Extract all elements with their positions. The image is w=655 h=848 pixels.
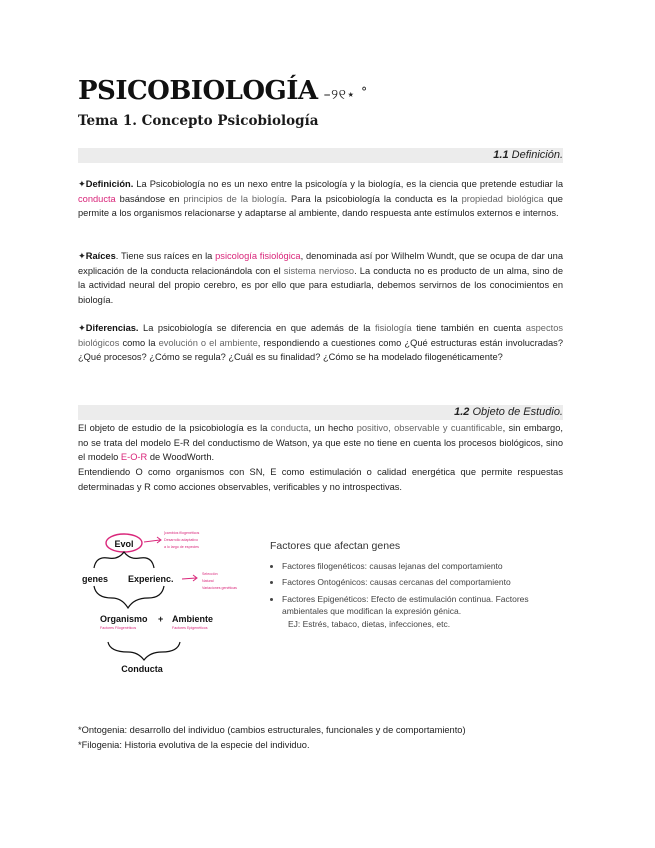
conducta-diagram (78, 524, 258, 674)
list-item: • Factores Epigenéticos: Efecto de estimulación continua. Factores ambientales que modifican la expresión génica. (282, 593, 570, 618)
bullet-icon: ✦ (78, 179, 86, 189)
factors-list (270, 560, 570, 618)
genes-label: genes (82, 574, 109, 584)
paragraph-definicion (78, 177, 563, 221)
text: , un hecho (308, 423, 357, 433)
conducta-label: Conducta (121, 664, 163, 674)
label-diferencias: Diferencias. (85, 323, 139, 333)
topic-subtitle: Tema 1. Concepto Psicobiología (78, 113, 319, 129)
text: La Psicobiología no es un nexo entre la psicología y la biología, es la ciencia que pretende estudiar la (133, 179, 563, 189)
footnotes (78, 723, 466, 753)
footnote-ontogenia: *Ontogenia: desarrollo del individuo (cambios estructurales, funcionales y de comportamiento) (78, 725, 466, 735)
ambiente-note: Factores Epigenéticos (172, 626, 208, 630)
factors-example: EJ: Estrés, tabaco, dietas, infecciones, etc. (288, 618, 451, 629)
section-header-definition (78, 148, 563, 163)
exp-note-3: Variaciones genéticas (202, 586, 237, 590)
section-number: 1.2 (454, 406, 470, 418)
text: , respondiendo a cuestiones como ¿Qué estructuras están involucradas? ¿Qué procesos? ¿Cómo se regula? ¿Cuál es su finalidad? ¿Cómo se ha modelado filogenéticamente? (78, 337, 564, 363)
highlight-positivo: positivo, observable y cuantificable (356, 423, 503, 433)
organismo-label: Organismo (100, 614, 148, 624)
highlight-conducta: conducta (270, 423, 309, 433)
text: como la (119, 337, 159, 348)
highlight-psicologia-fisiologica: psicología fisiológica (215, 251, 301, 261)
evol-label: Evol (114, 539, 134, 549)
text: La psicobiología se diferencia en que además de la (138, 323, 375, 333)
highlight-evolucion: evolución o el ambiente (158, 337, 258, 348)
bullet-icon: ✦ (78, 323, 86, 333)
highlight-eor: E-O-R (120, 452, 148, 463)
highlight-principios: principios de la biología (183, 193, 285, 204)
text: . Tiene sus raíces en la (115, 251, 216, 261)
section-name: Definición. (511, 149, 563, 161)
bullet-icon: ✦ (78, 251, 86, 261)
paragraph-objeto (78, 421, 563, 465)
text: . Para la psicobiología la conducta es la (284, 193, 462, 204)
experienc-label: Experienc. (128, 574, 174, 584)
text: que permite a los organismos relacionarse y adaptarse al ambiente, dando respuesta ante estímulos externos e internos. (78, 193, 563, 219)
evol-note-1: [cambios filogenéticos (164, 531, 200, 535)
text: basándose en (115, 193, 184, 204)
paragraph-objeto-2: Entendiendo O como organismos con SN, E como estimulación o calidad energética que permite respuestas determinadas y R como acciones observables, verificables y no introspectivas. (78, 467, 563, 492)
label-definicion: Definición. (85, 179, 134, 189)
text: , denominada así por Wilhelm Wundt, que se ocupa de dar una explicación de la conducta relacionándola con el (78, 251, 563, 276)
text: tiene también en cuenta (411, 323, 526, 333)
list-item: • Factores filogenéticos: causas lejanas del comportamiento (282, 560, 570, 572)
title-row (78, 76, 368, 106)
plus-sign: + (158, 614, 164, 624)
brace-bottom (108, 642, 180, 660)
evol-note-3: a lo largo de especies (164, 545, 199, 549)
title-decoration: –୨୧⋆ ˚ (323, 87, 369, 103)
label-raices: Raíces (85, 251, 116, 261)
brace-middle (94, 586, 164, 608)
text: . La conducta no es producto de un alma, sino de la actividad neural del propio cerebro, es por ello que para estudiarla, debemos servirnos de los conocimientos en biología. (78, 265, 563, 305)
page-title: PSICOBIOLOGÍA (78, 76, 318, 106)
text: , sin embargo, no se trata del modelo E-R del conductismo de Watson, ya que este no tiene en cuenta los procesos biológicos, sino el modelo (78, 423, 563, 463)
factors-box (270, 540, 570, 630)
ambiente-label: Ambiente (172, 614, 214, 624)
brace-top (94, 552, 154, 568)
highlight-propiedad: propiedad biológica (461, 193, 544, 204)
highlight-aspectos: aspectos biológicos (78, 323, 564, 348)
text: El objeto de estudio de la psicobiología es la (78, 423, 271, 433)
exp-note-1: Selección (202, 572, 218, 576)
evol-note-2: Desarrollo adaptativo (164, 538, 198, 542)
section-header-objeto (78, 405, 563, 420)
highlight-conducta: conducta (78, 193, 116, 204)
section-name: Objeto de Estudio. (472, 406, 563, 418)
paragraph-diferencias (78, 321, 563, 365)
arrow-exp (182, 578, 196, 579)
arrow-evol (144, 540, 160, 542)
paragraph-raices (78, 249, 563, 307)
exp-note-2: Natural (202, 579, 214, 583)
text: de WoodWorth. (147, 452, 215, 463)
organismo-note: Factores Filogenéticos (100, 626, 137, 630)
highlight-sistema-nervioso: sistema nervioso (283, 265, 355, 276)
factors-title: Factores que afectan genes (270, 540, 401, 552)
section-number: 1.1 (493, 149, 509, 161)
highlight-fisiologia: fisiología (374, 323, 412, 333)
footnote-filogenia: *Filogenia: Historia evolutiva de la especie del individuo. (78, 740, 310, 750)
list-item: • Factores Ontogénicos: causas cercanas del comportamiento (282, 576, 570, 588)
